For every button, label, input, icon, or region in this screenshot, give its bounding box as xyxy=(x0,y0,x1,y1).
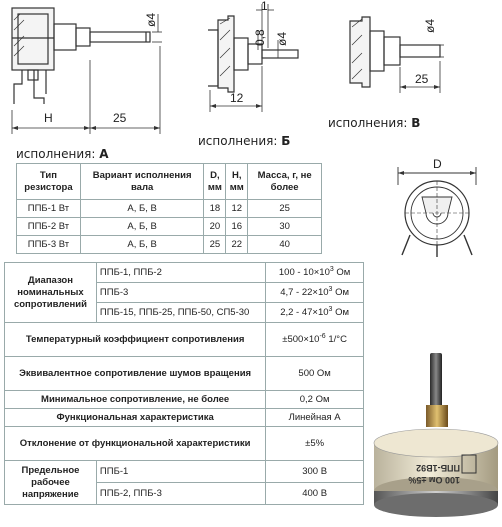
tc-label: Температурный коэффициент сопротивления xyxy=(5,323,266,357)
noise-label: Эквивалентное сопротивление шумов вращения xyxy=(5,357,266,391)
dev-label: Отклонение от функциональной характеристики xyxy=(5,427,266,461)
range-label: Диапазон номинальных сопротивлений xyxy=(5,263,97,323)
dimensions-table xyxy=(16,163,322,254)
min-label: Минимальное сопротивление, не более xyxy=(5,391,266,409)
caption-variant-v: исполнения: В xyxy=(328,116,421,130)
header-type: Тип резистора xyxy=(17,164,81,200)
drawing-variant-v xyxy=(340,5,450,100)
product-photo xyxy=(370,345,500,525)
dim-25-label: 25 xyxy=(415,72,429,86)
header-variant: Вариант исполнения вала xyxy=(80,164,204,200)
func-label: Функциональная характеристика xyxy=(5,409,266,427)
drawing-variant-a xyxy=(0,0,175,140)
table-row: ППБ-2 Вт А, Б, В 20 16 30 xyxy=(17,218,322,236)
header-mass: Масса, г, не более xyxy=(248,164,322,200)
header-d: D, мм xyxy=(204,164,226,200)
dim-d-label: D xyxy=(433,157,442,171)
header-h: H, мм xyxy=(226,164,248,200)
drawing-front-view xyxy=(390,155,490,255)
dim-1-label: 1 xyxy=(261,0,268,13)
dim-08-label: 0,8 xyxy=(253,29,267,46)
caption-variant-a: исполнения: А xyxy=(16,147,109,161)
dim-h-label: H xyxy=(44,111,53,125)
specs-table: Диапазон номинальных сопротивлений ППБ-1, ППБ-2 $100 - 10\times 10^3$ Ом ППБ-3 $4,7 - 22\times 10^3$ Ом ППБ-15, ППБ-25, ППБ-50, СП5-30 $2,2 - 47\times 10^3$ Ом Температурный коэффициент сопротивления $\pm 500\times 10^{-6}$ 1/°С Эквивалентное сопротивление шумов вращения 500 Ом Минимальное сопротивление, не более 0,2 Ом Функциональная характеристика Линейная А Отклонение от функциональной характеристики ±5% Предельное рабочее напряжение ППБ-1 300 В ППБ-2, ППБ-3 400 В xyxy=(4,262,364,505)
dim-25-label: 25 xyxy=(113,111,127,125)
svg-text:100 Ом ±5%: 100 Ом ±5% xyxy=(408,475,460,485)
volt-label: Предельное рабочее напряжение xyxy=(5,461,97,505)
dim-phi4-label: ø4 xyxy=(275,31,289,46)
table-row: ППБ-1 Вт А, Б, В 18 12 25 xyxy=(17,200,322,218)
caption-variant-b: исполнения: Б xyxy=(198,134,291,148)
dim-phi4-label: ø4 xyxy=(423,18,437,33)
dim-12-label: 12 xyxy=(230,91,244,105)
svg-text:ППБ-1В92: ППБ-1В92 xyxy=(416,463,460,473)
table-row: ППБ-3 Вт А, Б, В 25 22 40 xyxy=(17,236,322,254)
dim-phi4-label: ø4 xyxy=(144,12,158,27)
drawing-variant-b xyxy=(200,0,310,120)
